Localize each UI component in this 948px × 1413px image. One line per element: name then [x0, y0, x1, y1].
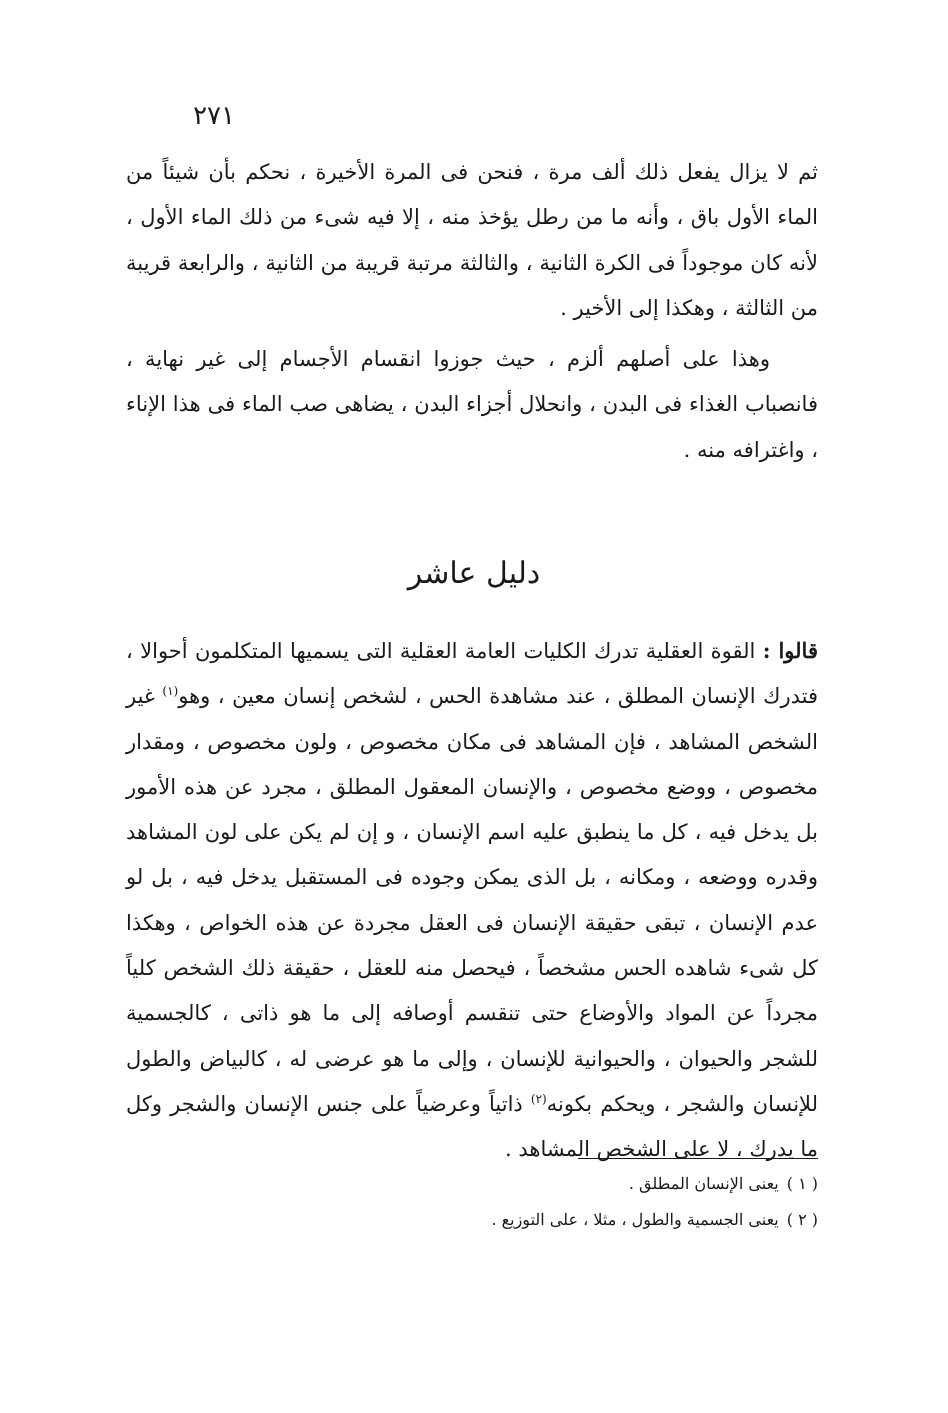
footnote-2	[126, 1202, 818, 1238]
footnotes	[126, 1166, 818, 1238]
footnote-1-number: ( ١ )	[786, 1174, 818, 1193]
section-text-c: ذاتياً وعرضياً على جنس الإنسان والشجر وكل ما يدرك ، لا على الشخص المشاهد .	[126, 1091, 818, 1162]
footnote-2-text: يعنى الجسمية والطول ، مثلا ، على التوزيع .	[491, 1210, 779, 1229]
footnote-2-number: ( ٢ )	[786, 1210, 818, 1229]
paragraph-1-text: ثم لا يزال يفعل ذلك ألف مرة ، فنحن فى المرة الأخيرة ، نحكم بأن شيئاً من الماء الأول باق ، وأنه ما من رطل يؤخذ منه ، إلا فيه شىء من ذلك الماء الأول ، لأنه كان موجوداً فى الكرة الثانية ، والثالثة مرتبة قريبة من الثانية ، والرابعة قريبة من الثالثة ، وهكذا إلى الأخير .	[126, 160, 818, 320]
section-paragraph	[126, 628, 818, 1173]
footnote-divider	[578, 1158, 818, 1159]
paragraph-2-text: وهذا على أصلهم ألزم ، حيث جوزوا انقسام الأجسام إلى غير نهاية ، فانصباب الغذاء فى البدن ، وانحلال أجزاء البدن ، يضاهى صب الماء فى هذا الإناء ، واغترافه منه .	[126, 347, 818, 462]
paragraph-2	[126, 337, 818, 473]
footnote-ref-1: (١)	[162, 684, 179, 699]
section-heading: دليل عاشر	[407, 556, 541, 591]
lead-word: قالوا :	[762, 638, 818, 663]
paragraph-1	[126, 150, 818, 331]
page-number: ٢٧١	[193, 101, 235, 131]
footnote-1-text: يعنى الإنسان المطلق .	[628, 1174, 779, 1193]
section-text-b: غير الشخص المشاهد ، فإن المشاهد فى مكان مخصوص ، ولون مخصوص ، ومقدار مخصوص ، ووضع مخصوص ، والإنسان المعقول المطلق ، مجرد عن هذه الأمور بل يدخل فيه ، كل ما ينطبق عليه اسم الإنسان ، و إن لم يكن على لون المشاهد وقدره ووضعه ، ومكانه ، بل الذى يمكن وجوده فى المستقبل يدخل فيه ، بل لو عدم الإنسان ، تبقى حقيقة الإنسان فى العقل مجردة عن هذه الخواص ، وهكذا كل شىء شاهده الحس مشخصاً ، فيحصل منه للعقل ، حقيقة ذلك الشخص كلياً مجرداً عن المواد والأوضاع حتى تنقسم أوصافه إلى ما هو ذاتى ، كالجسمية للشجر والحيوان ، والحيوانية للإنسان ، وإلى ما هو عرضى له ، كالبياض والطول للإنسان والشجر ، ويحكم بكونه	[126, 684, 818, 1116]
section-paragraph-text	[126, 628, 818, 1173]
section-text-a: القوة العقلية تدرك الكليات العامة العقلية التى يسميها المتكلمون أحوالا ، فتدرك الإنسان المطلق ، عند مشاهدة الحس ، لشخص إنسان معين ، وهو	[126, 639, 818, 709]
footnote-ref-2: (٢)	[530, 1091, 547, 1106]
footnote-1	[126, 1166, 818, 1202]
